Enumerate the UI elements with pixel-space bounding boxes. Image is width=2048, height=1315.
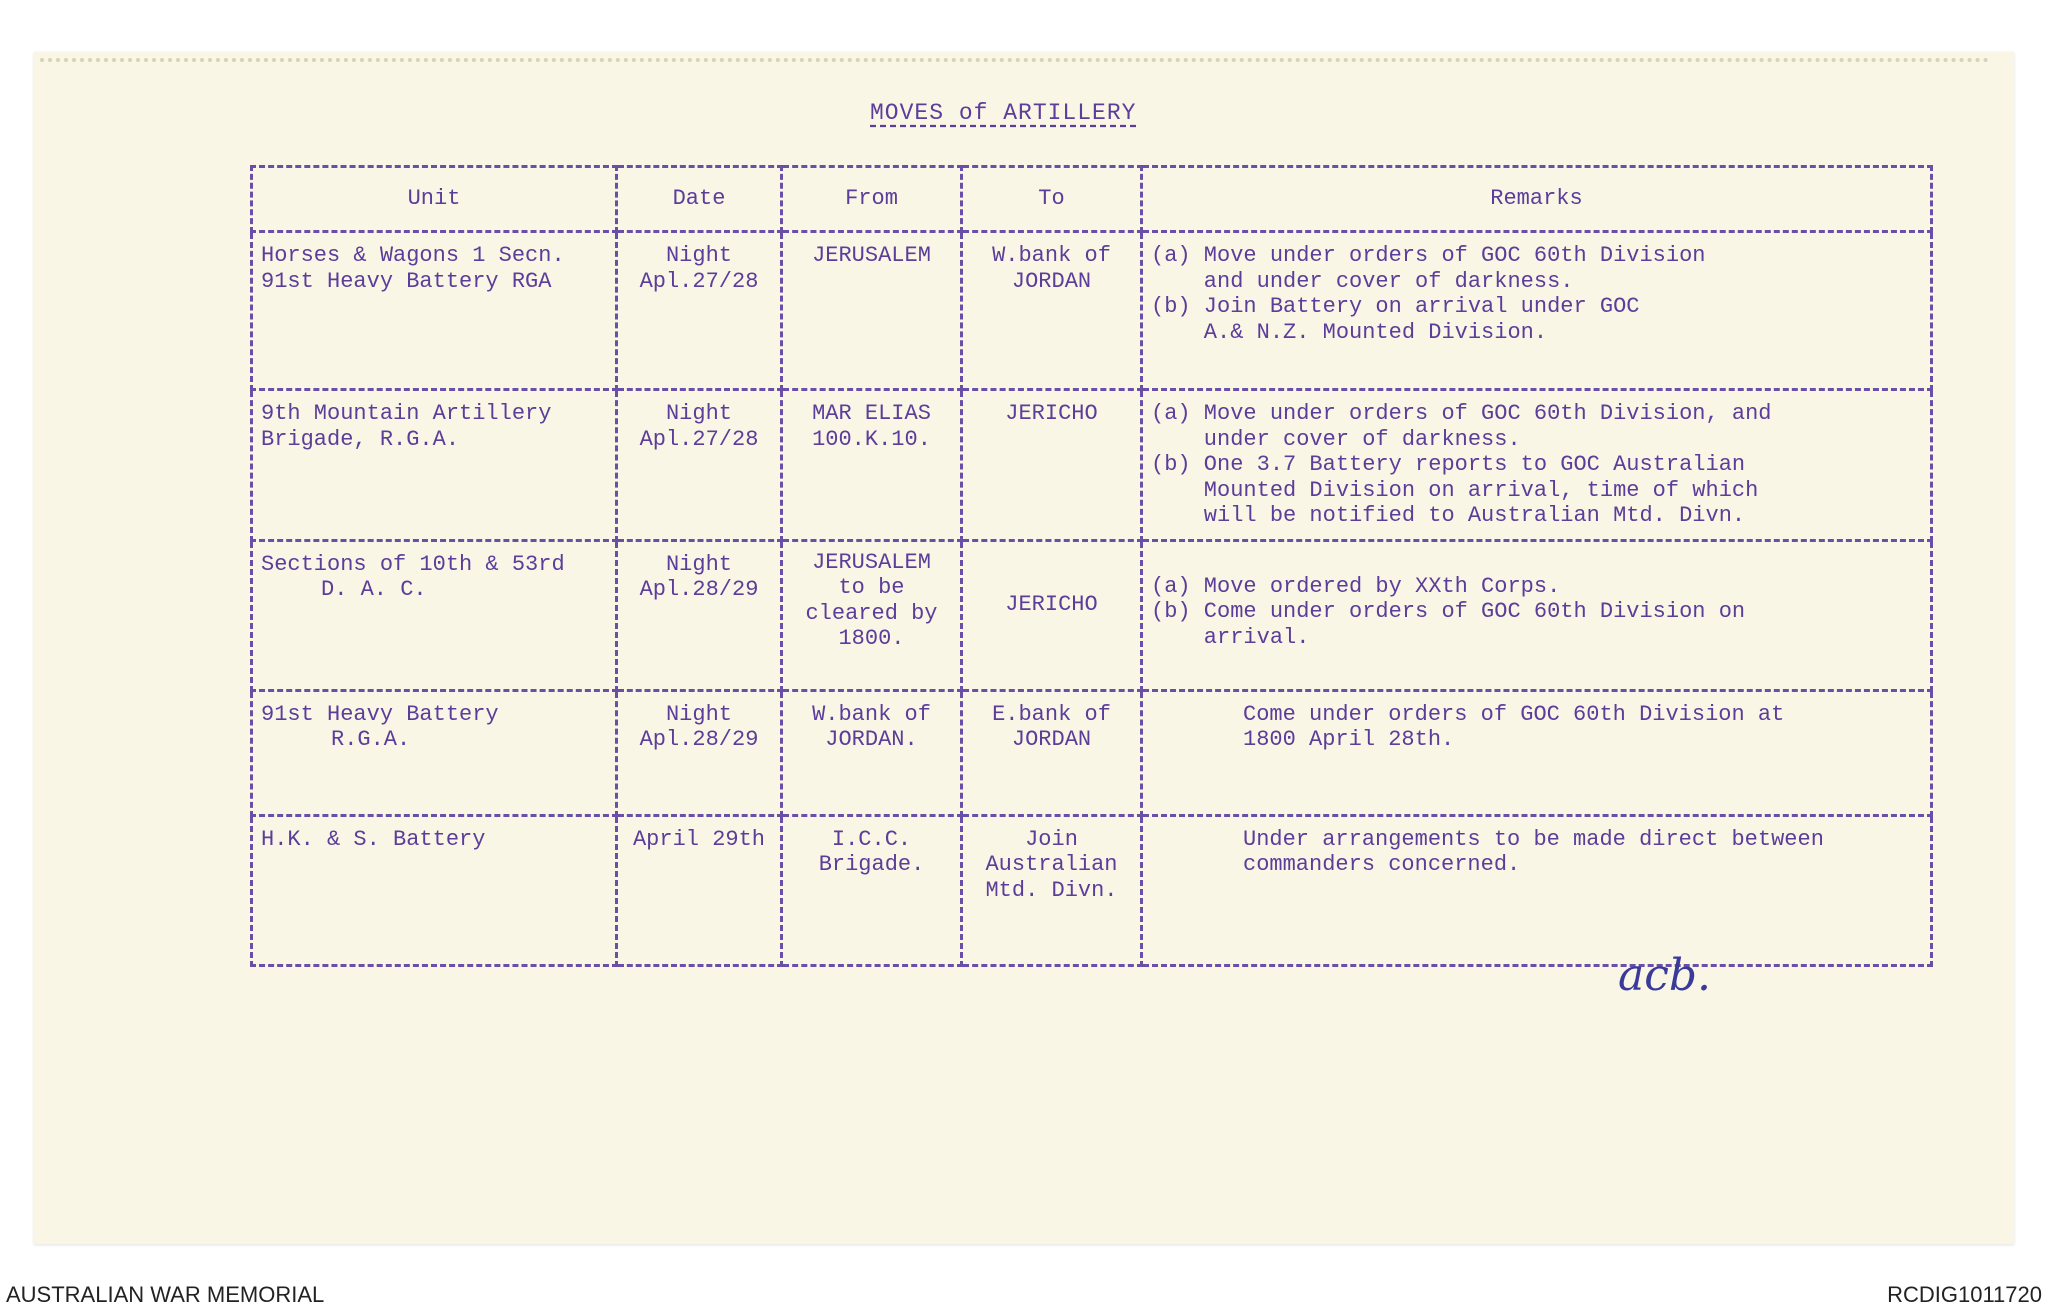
header-to: To xyxy=(962,167,1142,232)
unit-line: Brigade, R.G.A. xyxy=(261,426,460,452)
table-row xyxy=(252,540,1932,690)
cell-date xyxy=(617,232,782,390)
table-row xyxy=(252,232,1932,390)
unit-line: Sections of 10th & 53rd xyxy=(261,551,565,577)
cell-to xyxy=(962,390,1142,541)
table-row xyxy=(252,690,1932,815)
from-line: JERUSALEM xyxy=(812,549,931,575)
table-header-row xyxy=(252,167,1932,232)
cell-to xyxy=(962,232,1142,390)
remarks-line: (b) Join Battery on arrival under GOC xyxy=(1151,294,1640,320)
table-row xyxy=(252,390,1932,541)
archive-credit: AUSTRALIAN WAR MEMORIAL xyxy=(6,1282,325,1307)
from-line: JORDAN. xyxy=(825,727,918,753)
cell-to xyxy=(962,540,1142,690)
to-line: Join xyxy=(1025,826,1078,852)
header-date: Date xyxy=(617,167,782,232)
date-line: Night xyxy=(665,551,732,577)
remarks-line: 1800 April 28th. xyxy=(1243,727,1455,753)
unit-line: 9th Mountain Artillery xyxy=(261,401,552,426)
header-remarks: Remarks xyxy=(1142,167,1932,232)
from-line: to be xyxy=(838,575,905,601)
cell-from xyxy=(782,232,962,390)
remarks-line: (b) One 3.7 Battery reports to GOC Australian xyxy=(1151,452,1746,478)
from-line: JERUSALEM xyxy=(812,243,931,268)
cell-date xyxy=(617,390,782,541)
cell-remarks xyxy=(1142,540,1932,690)
to-line: JERICHO xyxy=(1005,591,1098,617)
cell-from xyxy=(782,540,962,690)
from-line: 100.K.10. xyxy=(812,426,931,452)
cell-unit xyxy=(252,390,617,541)
remarks-line: Come under orders of GOC 60th Division at xyxy=(1243,701,1785,727)
cell-remarks xyxy=(1142,232,1932,390)
unit-line: 91st Heavy Battery xyxy=(261,701,499,727)
from-line: cleared by xyxy=(805,600,938,626)
date-line: Apl.28/29 xyxy=(639,577,759,603)
unit-line: Horses & Wagons 1 Secn. xyxy=(261,243,565,268)
from-line: W.bank of xyxy=(812,701,931,727)
to-line: W.bank of xyxy=(992,243,1111,268)
moves-table xyxy=(250,165,1933,967)
remarks-line: arrival. xyxy=(1151,624,1310,650)
cell-date xyxy=(617,815,782,965)
cell-from xyxy=(782,390,962,541)
header-from: From xyxy=(782,167,962,232)
remarks-line: Under arrangements to be made direct between xyxy=(1243,826,1824,852)
date-line: Night xyxy=(665,243,732,268)
cell-unit xyxy=(252,232,617,390)
cell-date xyxy=(617,540,782,690)
date-line: Night xyxy=(665,401,732,426)
from-line: 1800. xyxy=(838,626,905,652)
from-line: I.C.C. xyxy=(831,826,912,852)
remarks-line: will be notified to Australian Mtd. Divn. xyxy=(1151,503,1746,529)
cell-unit xyxy=(252,540,617,690)
to-line: JORDAN xyxy=(1011,268,1092,294)
date-line: Apl.28/29 xyxy=(639,727,759,753)
remarks-line: (b) Come under orders of GOC 60th Division on xyxy=(1151,599,1746,625)
date-line: Night xyxy=(665,701,732,727)
remarks-line: under cover of darkness. xyxy=(1151,426,1521,452)
document-title: MOVES of ARTILLERY xyxy=(870,100,1137,126)
to-line: JERICHO xyxy=(1005,401,1098,426)
cell-to xyxy=(962,690,1142,815)
cell-unit xyxy=(252,690,617,815)
cell-remarks xyxy=(1142,690,1932,815)
unit-line: 91st Heavy Battery RGA xyxy=(261,268,552,294)
remarks-line: (a) Move under orders of GOC 60th Division, and xyxy=(1151,401,1772,426)
table-row xyxy=(252,815,1932,965)
cell-from xyxy=(782,815,962,965)
remarks-line: (a) Move under orders of GOC 60th Division xyxy=(1151,243,1706,268)
perforated-edge xyxy=(40,58,1990,62)
from-line: MAR ELIAS xyxy=(812,401,931,426)
to-line: Australian xyxy=(985,852,1118,878)
unit-line: R.G.A. xyxy=(331,727,411,753)
handwritten-signature: acb. xyxy=(1618,950,1712,1001)
cell-remarks xyxy=(1142,815,1932,965)
unit-line: D. A. C. xyxy=(321,577,427,603)
date-line: Apl.27/28 xyxy=(639,426,759,452)
cell-remarks xyxy=(1142,390,1932,541)
cell-to xyxy=(962,815,1142,965)
to-line: Mtd. Divn. xyxy=(985,877,1118,903)
cell-date xyxy=(617,690,782,815)
cell-unit xyxy=(252,815,617,965)
header-unit: Unit xyxy=(252,167,617,232)
remarks-line: Mounted Division on arrival, time of which xyxy=(1151,477,1759,503)
remarks-line: A.& N.Z. Mounted Division. xyxy=(1151,319,1548,345)
to-line: JORDAN xyxy=(1011,727,1092,753)
from-line: Brigade. xyxy=(818,852,925,878)
date-line: Apl.27/28 xyxy=(639,268,759,294)
date-line: April 29th xyxy=(632,826,766,852)
to-line: E.bank of xyxy=(992,701,1111,727)
remarks-line: commanders concerned. xyxy=(1243,852,1521,878)
archive-id: RCDIG1011720 xyxy=(1887,1282,2042,1307)
cell-from xyxy=(782,690,962,815)
remarks-line: and under cover of darkness. xyxy=(1151,268,1574,294)
unit-line: H.K. & S. Battery xyxy=(261,826,486,852)
remarks-line: (a) Move ordered by XXth Corps. xyxy=(1151,573,1561,599)
